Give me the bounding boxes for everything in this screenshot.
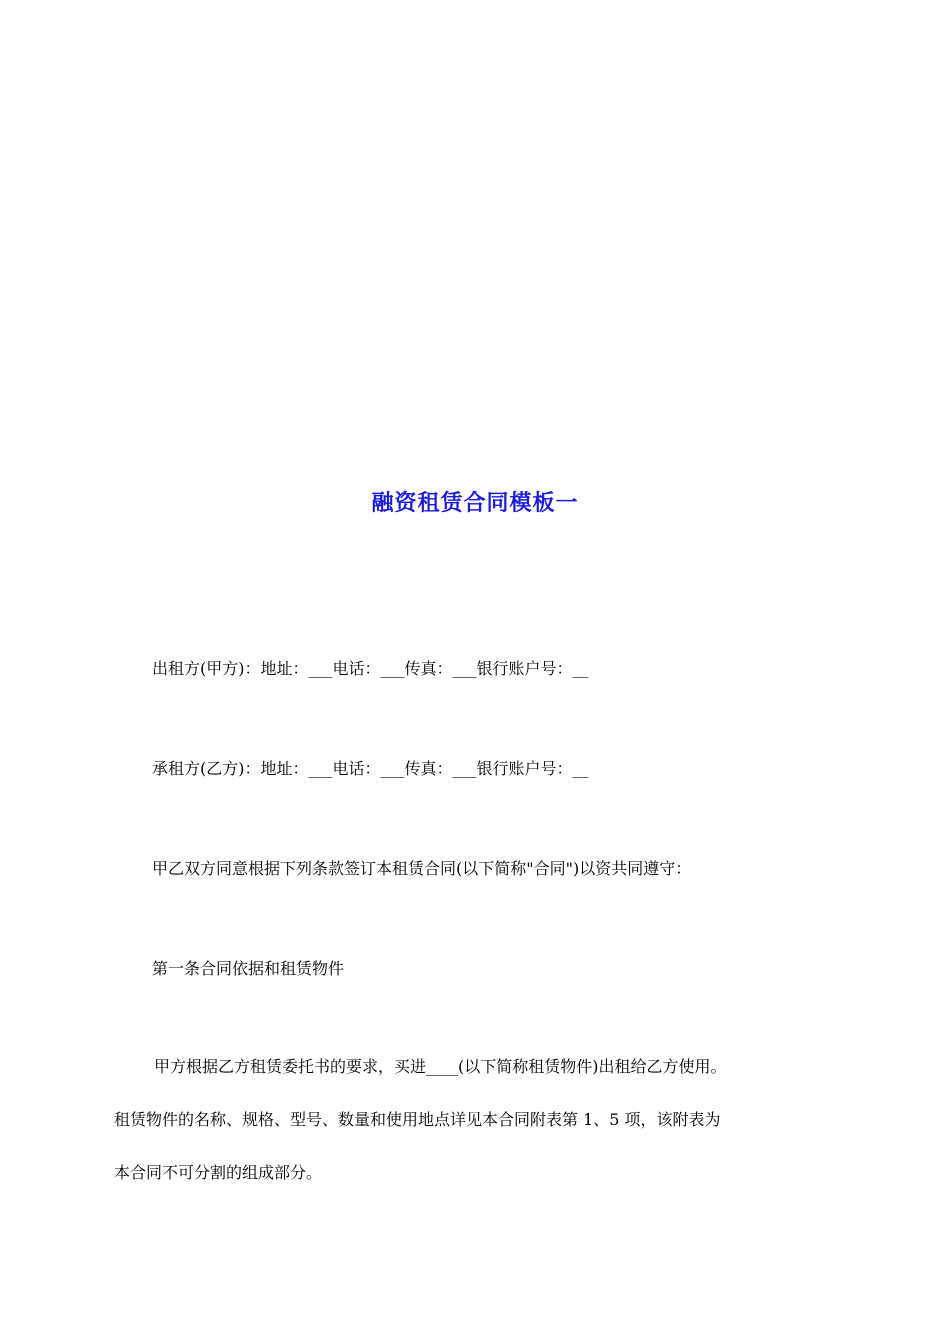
article-1-body (114, 1054, 854, 1213)
agreement-statement: 甲乙双方同意根据下列条款签订本租赁合同(以下简称"合同")以资共同遵守： (152, 859, 692, 878)
article-1-heading: 第一条合同依据和租赁物件 (152, 959, 345, 978)
party-b-line: 承租方(乙方)：地址：___电话：___传真：___银行账户号：__ (152, 759, 589, 778)
article-1-body-line: 本合同不可分割的组成部分。 (114, 1163, 323, 1182)
document-title: 融资租赁合同模板一 (371, 491, 579, 516)
article-1-body-line: 甲方根据乙方租赁委托书的要求，买进____(以下简称租赁物件)出租给乙方使用。 (154, 1057, 727, 1076)
article-1-body-line: 租赁物件的名称、规格、型号、数量和使用地点详见本合同附表第 1、5 项，该附表为 (114, 1110, 721, 1129)
party-a-line: 出租方(甲方)：地址：___电话：___传真：___银行账户号：__ (152, 659, 589, 678)
